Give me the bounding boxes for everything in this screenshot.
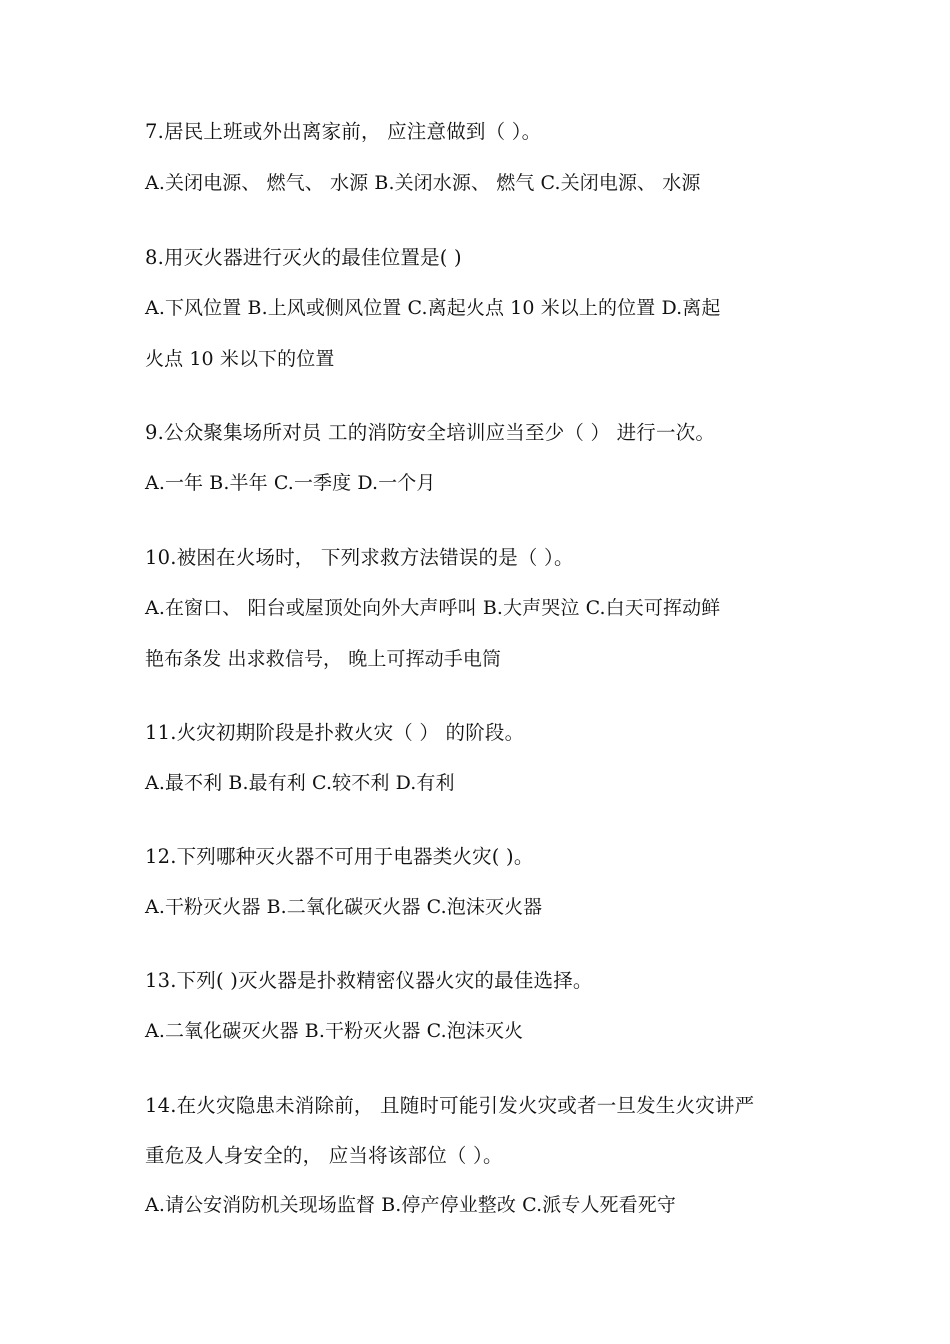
question-10-options-line-1: A.在窗口、 阳台或屋顶处向外大声呼叫 B.大声哭泣 C.白天可挥动鲜 xyxy=(145,597,721,619)
question-10-options-line-2: 艳布条发 出求救信号， 晚上可挥动手电筒 xyxy=(145,648,502,670)
question-13-options: A.二氧化碳灭火器 B.干粉灭火器 C.泡沫灭火 xyxy=(145,1020,524,1042)
question-14-stem-line-2: 重危及人身安全的， 应当将该部位（ ）。 xyxy=(145,1144,503,1167)
question-9-options: A.一年 B.半年 C.一季度 D.一个月 xyxy=(145,472,436,494)
question-14-options: A.请公安消防机关现场监督 B.停产停业整改 C.派专人死看死守 xyxy=(145,1194,676,1216)
question-13-stem: 13.下列( )灭火器是扑救精密仪器火灾的最佳选择。 xyxy=(145,969,593,992)
question-14-stem-line-1: 14.在火灾隐患未消除前， 且随时可能引发火灾或者一旦发生火灾讲严 xyxy=(145,1094,755,1117)
question-11-options: A.最不利 B.最有利 C.较不利 D.有利 xyxy=(145,772,455,794)
question-8-options-line-2: 火点 10 米以下的位置 xyxy=(145,348,335,370)
question-10-stem: 10.被困在火场时， 下列求救方法错误的是（ ）。 xyxy=(145,546,574,569)
question-11-stem: 11.火灾初期阶段是扑救火灾（ ） 的阶段。 xyxy=(145,721,525,744)
question-9-stem: 9.公众聚集场所对员 工的消防安全培训应当至少（ ） 进行一次。 xyxy=(145,421,716,444)
question-8-options-line-1: A.下风位置 B.上风或侧风位置 C.离起火点 10 米以上的位置 D.离起 xyxy=(145,297,721,319)
question-12-options: A.干粉灭火器 B.二氧化碳灭火器 C.泡沫灭火器 xyxy=(145,896,543,918)
question-8-stem: 8.用灭火器进行灭火的最佳位置是( ) xyxy=(145,246,462,269)
question-12-stem: 12.下列哪种灭火器不可用于电器类火灾( )。 xyxy=(145,845,534,868)
question-7-options: A.关闭电源、 燃气、 水源 B.关闭水源、 燃气 C.关闭电源、 水源 xyxy=(145,172,701,194)
question-7-stem: 7.居民上班或外出离家前， 应注意做到（ ）。 xyxy=(145,120,542,143)
